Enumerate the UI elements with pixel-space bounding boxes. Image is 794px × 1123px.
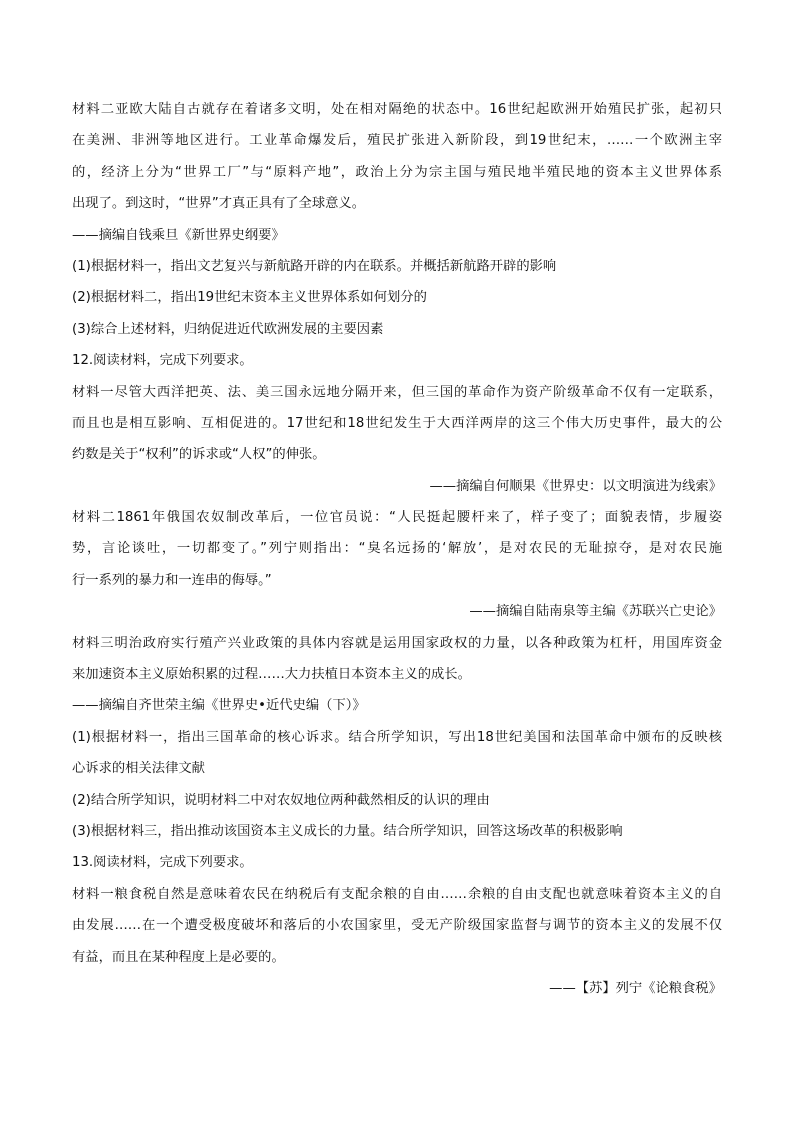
text-line: (2)根据材料二，指出19世纪末资本主义世界体系如何划分的 [72, 290, 427, 306]
text-line: 由发展……在一个遭受极度破坏和落后的小农国家里，受无产阶级国家监督与调节的资本主义的发展不仅 [72, 918, 722, 934]
text-line: ——【苏】列宁《论粮食税》 [549, 980, 722, 996]
text-line: 来加速资本主义原始积累的过程……大力扶植日本资本主义的成长。 [72, 667, 471, 683]
text-line: 有益，而且在某种程度上是必要的。 [72, 949, 285, 965]
text-line: 出现了。到这时，“世界”才真正具有了全球意义。 [72, 196, 366, 212]
text-line: 势，言论谈吐，一切都变了。”列宁则指出：“臭名远扬的‘解放’，是对农民的无耻掠夺，是对农民施 [72, 541, 722, 557]
text-line: 在美洲、非洲等地区进行。工业革命爆发后，殖民扩张进入新阶段，到19世纪末，……一个欧洲主宰 [72, 133, 722, 149]
document-page [72, 99, 722, 1009]
text-line: 13.阅读材料，完成下列要求。 [72, 855, 253, 871]
text-line: 而且也是相互影响、互相促进的。17世纪和18世纪发生于大西洋两岸的这三个伟大历史事件，最大的公 [72, 415, 722, 431]
text-line: 12.阅读材料，完成下列要求。 [72, 353, 253, 369]
text-line: 材料二1861年俄国农奴制改革后，一位官员说：“人民挺起腰杆来了，样子变了；面貌表情，步履姿 [72, 510, 722, 526]
text-line: (3)综合上述材料，归纳促进近代欧洲发展的主要因素 [72, 321, 384, 337]
text-line: (2)结合所学知识，说明材料二中对农奴地位两种截然相反的认识的理由 [72, 792, 490, 808]
text-line: (1)根据材料一，指出文艺复兴与新航路开辟的内在联系。并概括新航路开辟的影响 [72, 258, 557, 274]
text-line: (1)根据材料一，指出三国革命的核心诉求。结合所学知识，写出18世纪美国和法国革命中颁布的反映核 [72, 729, 722, 745]
text-line: (3)根据材料三，指出推动该国资本主义成长的力量。结合所学知识，回答这场改革的积极影响 [72, 823, 623, 839]
text-line: 心诉求的相关法律文献 [72, 761, 205, 777]
text-line: 材料二亚欧大陆自古就存在着诸多文明，处在相对隔绝的状态中。16世纪起欧洲开始殖民扩张，起初只 [72, 102, 722, 117]
text-line: ——摘编自齐世荣主编《世界史•近代史编（下）》 [72, 698, 366, 714]
text-line: 材料一粮食税自然是意味着农民在纳税后有支配余粮的自由……余粮的自由支配也就意味着资本主义的自 [72, 886, 722, 902]
text-line: 材料三明治政府实行殖产兴业政策的具体内容就是运用国家政权的力量，以各种政策为杠杆，用国库资金 [72, 635, 722, 651]
text-line: ——摘编自何顺果《世界史：以文明演进为线索》 [429, 478, 722, 494]
text-line: ——摘编自钱乘旦《新世界史纲要》 [72, 227, 285, 243]
text-line: 约数是关于“权利”的诉求或“人权”的伸张。 [72, 447, 326, 463]
text-line: ——摘编自陆南泉等主编《苏联兴亡史论》 [469, 604, 722, 620]
text-line: 的，经济上分为“世界工厂”与“原料产地”，政治上分为宗主国与殖民地半殖民地的资本主义世界体系 [72, 164, 722, 180]
text-line: 材料一尽管大西洋把英、法、美三国永远地分隔开来，但三国的革命作为资产阶级革命不仅有一定联系， [72, 384, 722, 400]
text-line: 行一系列的暴力和一连串的侮辱。” [72, 572, 272, 588]
